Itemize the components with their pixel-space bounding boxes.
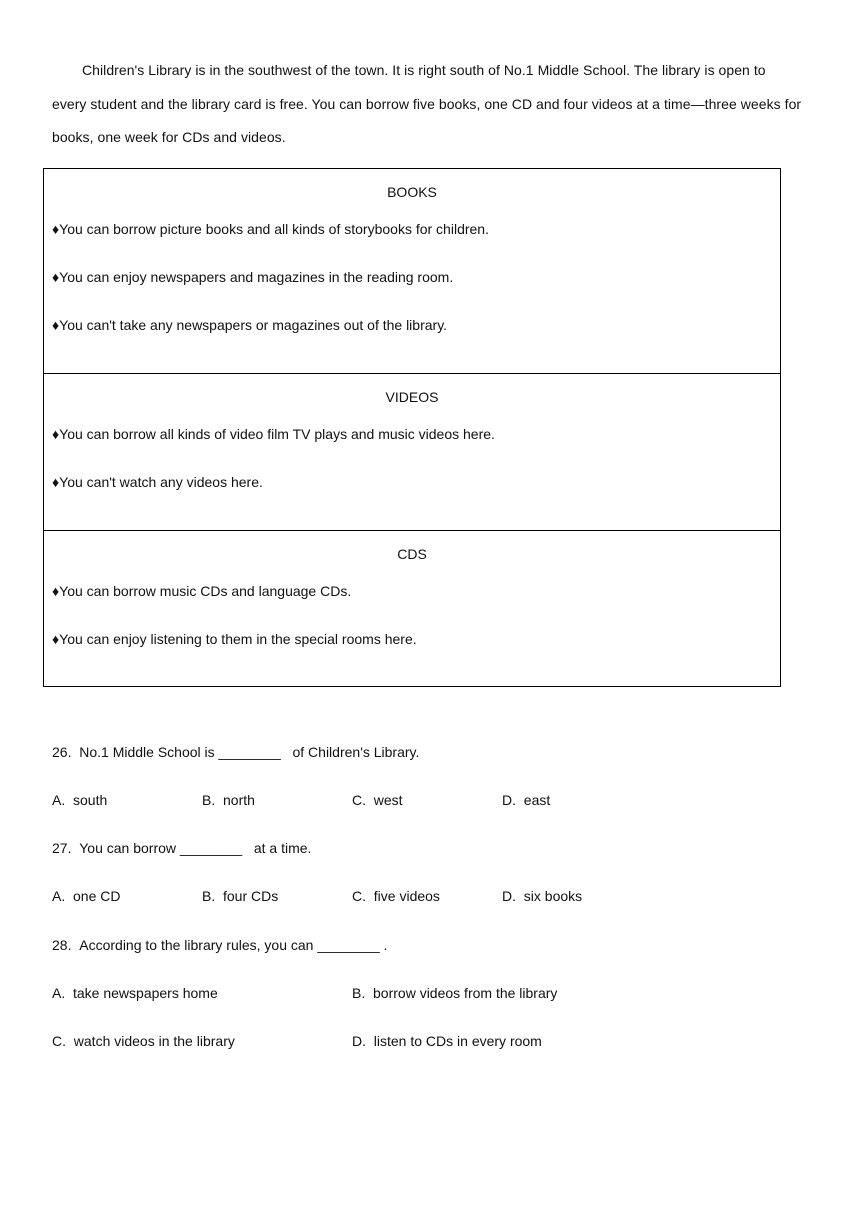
question-26-option-d[interactable]: D. east xyxy=(502,792,551,808)
question-27-option-b[interactable]: B. four CDs xyxy=(202,888,279,904)
videos-section xyxy=(44,373,780,530)
cds-rule-item: ♦You can borrow music CDs and language CDs. xyxy=(52,583,352,599)
cds-heading: CDS xyxy=(397,546,427,562)
question-27-option-d[interactable]: D. six books xyxy=(502,888,583,904)
books-rule-item: ♦You can borrow picture books and all kinds of storybooks for children. xyxy=(52,221,489,237)
cds-section xyxy=(44,530,780,686)
books-rule-item: ♦You can't take any newspapers or magazines out of the library. xyxy=(52,317,448,333)
books-rule-item: ♦You can enjoy newspapers and magazines in the reading room. xyxy=(52,269,454,285)
question-28-option-b[interactable]: B. borrow videos from the library xyxy=(352,985,558,1001)
question-26-stem: 26. No.1 Middle School is ________ of Children's Library. xyxy=(52,744,420,760)
question-27-option-a[interactable]: A. one CD xyxy=(52,888,121,904)
question-26-option-c[interactable]: C. west xyxy=(352,792,403,808)
question-27-option-c[interactable]: C. five videos xyxy=(352,888,440,904)
question-27-stem: 27. You can borrow ________ at a time. xyxy=(52,840,312,856)
passage-intro: Children's Library is in the southwest of the town. It is right south of No.1 Middle School. The library is open to every student and the library card is free. You can borrow five books, one CD and four videos at a time—three weeks for books, one week for CDs and videos. xyxy=(52,62,802,145)
question-28-stem: 28. According to the library rules, you can ________ . xyxy=(52,937,388,953)
books-heading: BOOKS xyxy=(387,184,437,200)
question-28-option-d[interactable]: D. listen to CDs in every room xyxy=(352,1033,542,1049)
books-section xyxy=(44,169,780,373)
library-rules-table xyxy=(43,168,781,687)
question-28-option-a[interactable]: A. take newspapers home xyxy=(52,985,218,1001)
question-26-option-a[interactable]: A. south xyxy=(52,792,108,808)
videos-rule-item: ♦You can borrow all kinds of video film TV plays and music videos here. xyxy=(52,426,495,442)
question-28-option-c[interactable]: C. watch videos in the library xyxy=(52,1033,235,1049)
cds-rule-item: ♦You can enjoy listening to them in the special rooms here. xyxy=(52,631,417,647)
videos-rule-item: ♦You can't watch any videos here. xyxy=(52,474,263,490)
question-26-option-b[interactable]: B. north xyxy=(202,792,255,808)
videos-heading: VIDEOS xyxy=(385,389,439,405)
